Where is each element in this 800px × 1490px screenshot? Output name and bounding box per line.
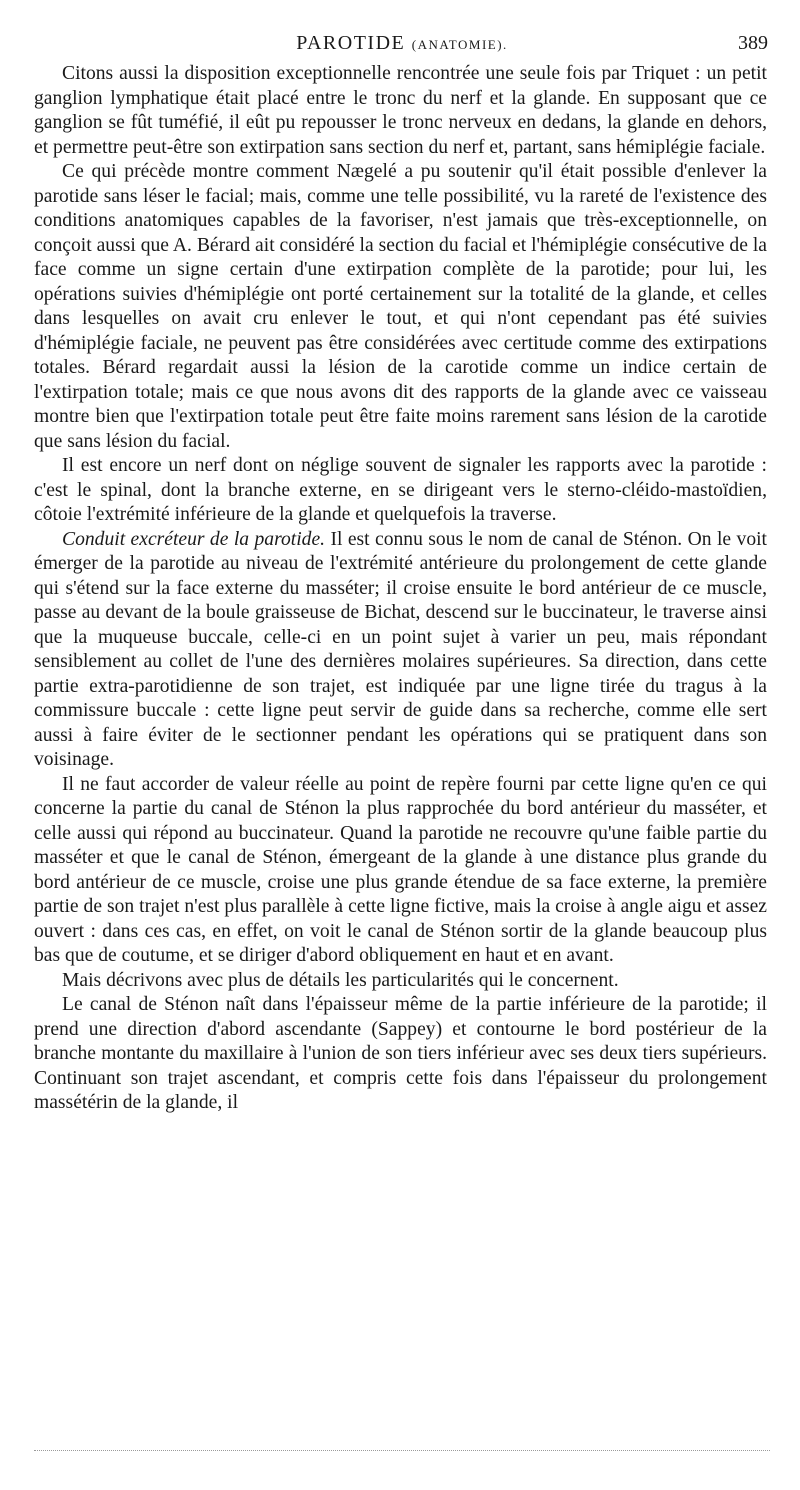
header-title: PAROTIDE (296, 32, 406, 54)
paragraph-1 (34, 62, 767, 160)
paragraph-4 (34, 528, 767, 773)
footer-rule (34, 1450, 770, 1451)
text-body (34, 62, 767, 1116)
paragraph-4-text: Il est connu sous le nom de canal de Sténon. On le voit émerger de la parotide au niveau de l'extrémité antérieure du prolongement de cette glande qui s'étend sur la face externe du masséter; il croise ensuite le bord antérieur de ce muscle, passe au devant de la boule graisseuse de Bichat, descend sur le buccinateur, le traverse ainsi que la muqueuse buccale, celle-ci en un point sujet à varier un peu, mais répondant sensiblement au collet de l'une des dernières molaires supérieures. Sa direction, dans cette partie extra-parotidienne de son trajet, est indiquée par une ligne tirée du tragus à la commissure buccale : cette ligne peut servir de guide dans sa recherche, comme elle sert aussi à faire éviter de le sectionner pendant les opérations qui se pratiquent dans son voisinage. (34, 528, 767, 770)
paragraph-7-text: Le canal de Sténon naît dans l'épaisseur même de la partie inférieure de la parotide; il prend une direction d'abord ascendante (Sappey) et contourne le bord postérieur de la branche montante du maxillaire à l'union de son tiers inférieur avec ses deux tiers supérieurs. Continuant son trajet ascendant, et compris cette fois dans l'épaisseur du prolongement massétérin de la glande, il (34, 994, 767, 1113)
paragraph-2-text: Ce qui précède montre comment Nægelé a pu soutenir qu'il était possible d'enlever la parotide sans léser le facial; mais, comme une telle possibilité, vu la rareté de l'existence des conditions anatomiques capables de la favoriser, n'est jamais que très-exceptionnelle, on conçoit aussi que A. Bérard ait considéré la section du facial et l'hémiplégie consécutive de la face comme un signe certain d'une extirpation complète de la parotide; pour lui, les opérations suivies d'hémiplégie ont porté certainement sur la totalité de la glande, et celles dans lesquelles on avait cru enlever le tout, et qui n'ont cependant pas été suivies d'hémiplégie faciale, ne peuvent pas être considérées avec certitude comme des extirpations totales. Bérard regardait aussi la lésion de la carotide comme un indice certain de l'extirpation totale; mais ce que nous avons dit des rapports de la glande avec ce vaisseau montre bien que l'extirpation totale peut être faite moins rarement sans lésion de la carotide que sans lésion du facial. (34, 161, 767, 452)
paragraph-4-lead: Conduit excréteur de la parotide. (62, 528, 326, 550)
paragraph-3-text: Il est encore un nerf dont on néglige souvent de signaler les rapports avec la parotide : c'est le spinal, dont la branche externe, en se dirigeant vers le sterno-cléido-mastoïdien, côtoie l'extrémité inférieure de la glande et quelquefois la traverse. (34, 455, 767, 525)
paragraph-2 (34, 160, 767, 454)
paragraph-5 (34, 773, 767, 969)
running-head (34, 30, 770, 56)
header-subtitle: (ANATOMIE). (411, 37, 508, 52)
page-number: 389 (738, 32, 768, 54)
paragraph-6-text: Mais décrivons avec plus de détails les particularités qui le concernent. (62, 969, 619, 991)
paragraph-7 (34, 993, 767, 1116)
paragraph-3 (34, 454, 767, 528)
running-title (34, 30, 770, 58)
paragraph-1-text: Citons aussi la disposition exceptionnelle rencontrée une seule fois par Triquet : un petit ganglion lymphatique était placé entre le tronc du nerf et la glande. En supposant que ce ganglion se fût tuméfié, il eût pu repousser le tronc nerveux en dedans, la glande en dehors, et permettre peut-être son extirpation sans section du nerf et, partant, sans hémiplégie faciale. (34, 63, 767, 158)
paragraph-6 (34, 969, 767, 994)
paragraph-5-text: Il ne faut accorder de valeur réelle au point de repère fourni par cette ligne qu'en ce qui concerne la partie du canal de Sténon la plus rapprochée du bord antérieur du masséter, et celle aussi qui répond au buccinateur. Quand la parotide ne recouvre qu'une faible partie du masséter et que le canal de Sténon, émergeant de la glande à une distance plus grande du bord antérieur de ce muscle, croise une plus grande étendue de sa face externe, la première partie de son trajet n'est plus parallèle à cette ligne fictive, mais la croise à angle aigu et assez ouvert : dans ces cas, en effet, on voit le canal de Sténon sortir de la glande beaucoup plus bas que de coutume, et se diriger d'abord obliquement en haut et en avant. (34, 773, 767, 966)
